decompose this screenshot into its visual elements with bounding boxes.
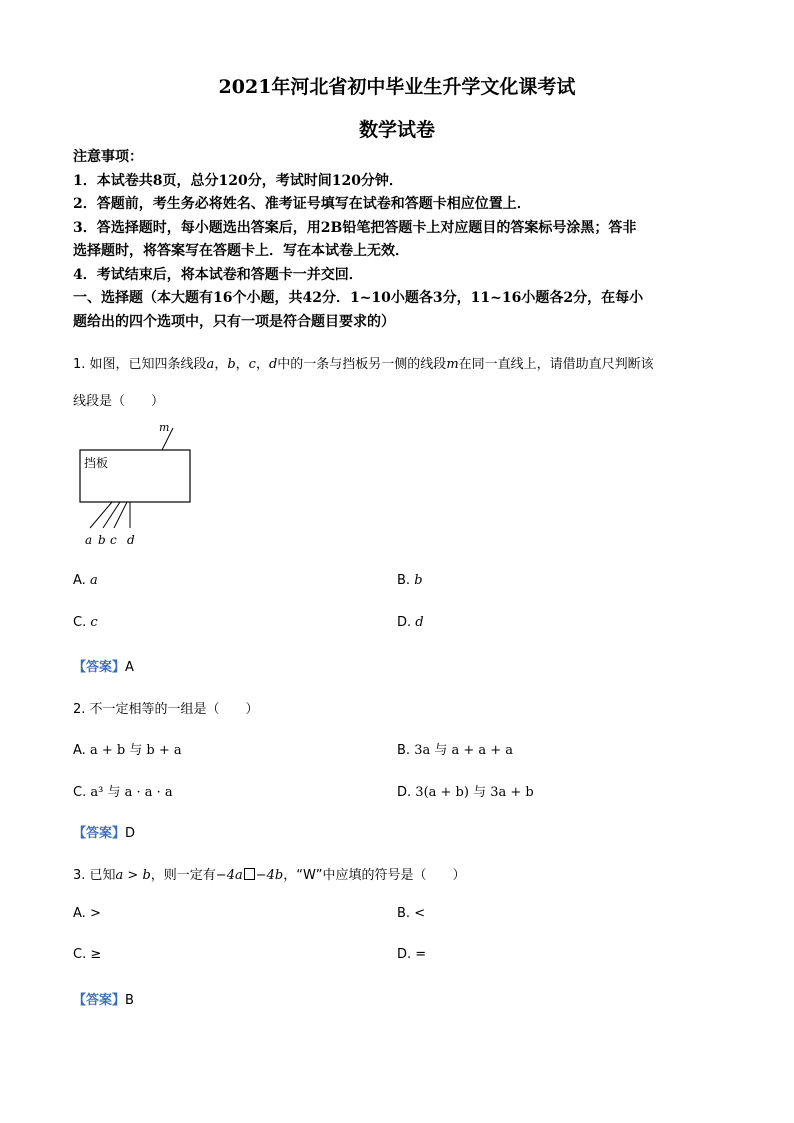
label-c: c (110, 533, 117, 547)
q3-answer: 【答案】B (73, 993, 134, 1008)
exam-subtitle: 数学试卷 (358, 119, 435, 141)
q3-option-c: C. ≥ (73, 947, 102, 962)
baffle-label: 挡板 (84, 456, 109, 470)
q1-answer: 【答案】A (73, 660, 134, 675)
question-3-stem: 3. 已知a > b，则一定有−4a −4b，“W”中应填的符号是（ ） (73, 868, 466, 883)
note-line: 选择题时，将答案写在答题卡上．写在本试卷上无效． (73, 243, 409, 259)
exam-notes (73, 146, 733, 334)
q1-option-d: D. d (397, 615, 424, 630)
q1-option-b: B. b (397, 573, 423, 588)
label-m: m (159, 421, 170, 434)
segment-a (90, 502, 112, 528)
section-heading: 一、选择题（本大题有16个小题，共42分．1~10小题各3分，11~16小题各2分，在每小 (73, 290, 644, 306)
question-1-stem-line2: 线段是（ ） (73, 394, 165, 409)
q3-option-d: D. = (397, 947, 427, 962)
q1-text-1: 1. 如图，已知四条线段 (73, 357, 207, 372)
note-line: 2．答题前，考生务必将姓名、准考证号填写在试卷和答题卡相应位置上． (73, 196, 531, 212)
q2-answer: 【答案】D (73, 826, 136, 841)
q1-option-c: C. c (73, 615, 98, 630)
q2-option-a: A. a + b 与 b + a (73, 743, 182, 758)
label-a: a (85, 533, 93, 547)
segment-b (103, 502, 120, 528)
exam-title: 2021年河北省初中毕业生升学文化课考试 (218, 76, 576, 98)
q1-text-3: 在同一直线上，请借助直尺判断该 (458, 357, 654, 372)
q3-option-b: B. < (397, 906, 426, 921)
blank-box (244, 868, 255, 880)
note-line: 3．答选择题时，每小题选出答案后，用2B铅笔把答题卡上对应题目的答案标号涂黑；答非 (73, 219, 637, 236)
label-d: d (127, 533, 135, 547)
baffle-diagram (72, 420, 212, 555)
segment-c (114, 502, 127, 528)
q2-option-b: B. 3a 与 a + a + a (397, 743, 514, 758)
q1-option-a: A. a (73, 573, 98, 588)
q2-option-c: C. a³ 与 a · a · a (73, 785, 173, 800)
label-b: b (98, 533, 106, 547)
note-line: 4．考试结束后，将本试卷和答题卡一并交回． (73, 266, 363, 283)
question-1-stem: 1. 如图，已知四条线段a，b，c，d中的一条与挡板另一侧的线段m在同一直线上，请借助直尺判断该 (73, 357, 654, 372)
question-2-stem: 2. 不一定相等的一组是（ ） (73, 702, 259, 717)
section-heading-cont: 题给出的四个选项中，只有一项是符合题目要求的） (73, 313, 395, 330)
q3-option-a: A. > (73, 906, 101, 921)
notes-heading: 注意事项： (73, 149, 143, 165)
q1-text-2: 中的一条与挡板另一侧的线段 (277, 357, 447, 372)
note-line: 1．本试卷共8页，总分120分，考试时间120分钟． (73, 172, 403, 189)
q2-option-d: D. 3(a + b) 与 3a + b (397, 785, 534, 800)
